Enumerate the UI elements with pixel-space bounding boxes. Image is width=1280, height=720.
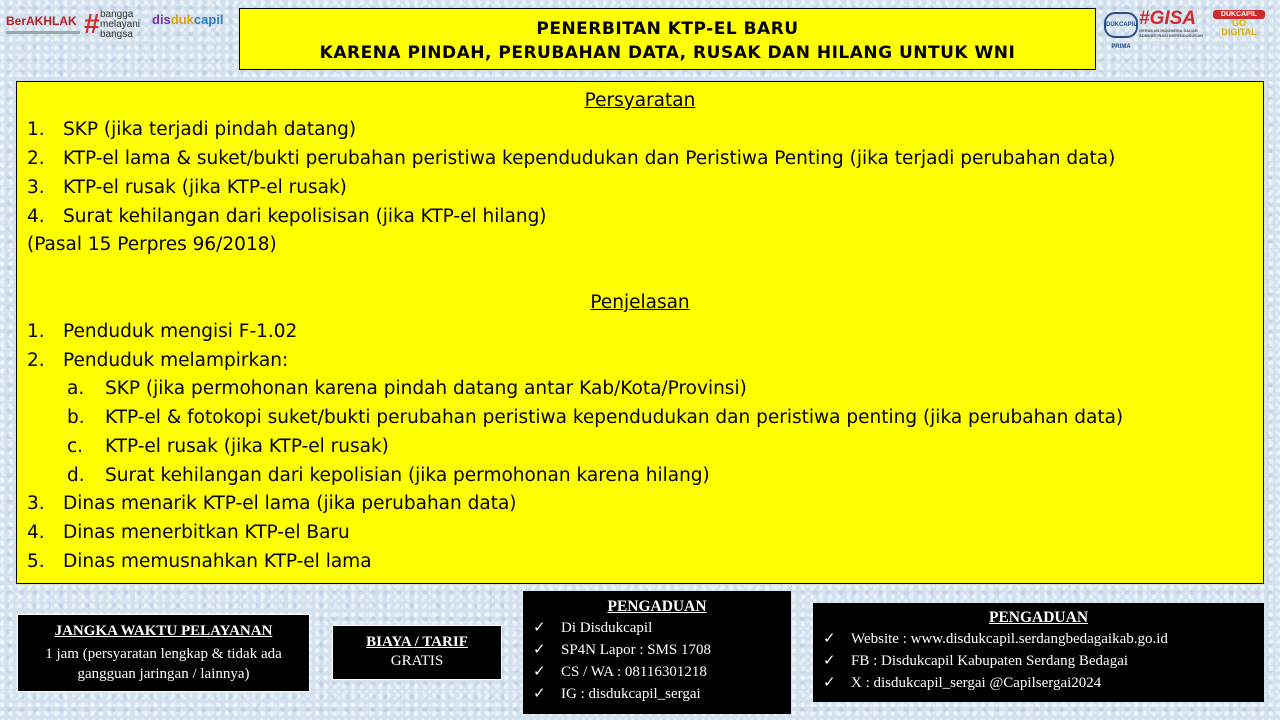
title-box — [239, 8, 1096, 70]
fee-value: GRATIS — [390, 653, 444, 669]
item-text: KTP-el rusak (jika KTP-el rusak) — [105, 436, 389, 457]
gisa-logo-text: #GISA — [1139, 8, 1197, 29]
berakhlak-logo-text: BerAKHLAK — [6, 14, 77, 28]
check-icon: ✓ — [823, 675, 836, 691]
item-text: KTP-el lama & suket/bukti perubahan peristiwa kependudukan dan Peristiwa Penting (jika terjadi perubahan data) — [63, 148, 1116, 169]
check-icon: ✓ — [533, 642, 546, 658]
item-number: 4. — [27, 206, 45, 227]
item-text: Surat kehilangan dari kepolisisan (jika KTP-el hilang) — [63, 206, 547, 227]
item-text: KTP-el rusak (jika KTP-el rusak) — [63, 177, 347, 198]
complaint-text: FB : Disdukcapil Kabupaten Serdang Bedagai — [851, 653, 1129, 669]
complaint-text: SP4N Lapor : SMS 1708 — [561, 642, 712, 658]
list-item — [27, 350, 288, 371]
complaint-box-online — [813, 603, 1264, 702]
item-letter: b. — [67, 407, 85, 428]
service-time-text: 1 jam (persyaratan lengkap & tidak ada gangguan jaringan / lainnya) — [45, 646, 282, 682]
logo-word: bangga — [100, 9, 134, 20]
legal-reference: (Pasal 15 Perpres 96/2018) — [27, 234, 277, 255]
gisa-logo — [1139, 8, 1209, 38]
item-number: 1. — [27, 321, 45, 342]
berakhlak-logo-underline — [6, 31, 80, 34]
check-icon: ✓ — [823, 631, 836, 647]
check-icon: ✓ — [533, 664, 546, 680]
complaint-item — [533, 661, 791, 683]
complaint-heading: PENGADUAN — [607, 598, 707, 615]
berakhlak-logo — [6, 14, 80, 34]
complaint-item — [533, 683, 791, 705]
item-number: 2. — [27, 350, 45, 371]
list-item — [27, 522, 350, 543]
page-title: PENERBITAN KTP-EL BARU — [536, 19, 799, 39]
fee-heading: BIAYA / TARIF — [366, 634, 468, 650]
item-number: 5. — [27, 551, 45, 572]
item-number: 1. — [27, 119, 45, 140]
service-time-box — [17, 614, 310, 692]
complaint-text: Di Disdukcapil — [561, 620, 653, 636]
complaint-item — [823, 650, 1264, 672]
logo-part: dis — [152, 12, 171, 27]
item-text: Dinas menarik KTP-el lama (jika perubahan data) — [63, 493, 517, 514]
item-text: SKP (jika permohonan karena pindah datang antar Kab/Kota/Provinsi) — [105, 378, 747, 399]
list-item — [27, 493, 517, 514]
sub-list-item — [67, 436, 389, 457]
item-text: Dinas menerbitkan KTP-el Baru — [63, 522, 350, 543]
dukcapil-prima-logo — [1104, 12, 1138, 50]
logo-part: GO — [1231, 18, 1246, 28]
dukcapil-go-digital-logo — [1213, 10, 1265, 37]
logo-part: capil — [193, 12, 224, 27]
item-text: Penduduk mengisi F-1.02 — [63, 321, 298, 342]
item-letter: d. — [67, 465, 85, 486]
item-number: 3. — [27, 493, 45, 514]
item-number: 2. — [27, 148, 45, 169]
prima-logo-text: DUKCAPIL PRIMA — [1106, 22, 1137, 50]
complaint-box-offline — [523, 591, 791, 714]
hash-icon: # — [84, 8, 100, 39]
logo-part: DIGITAL — [1221, 27, 1257, 37]
complaint-item — [533, 639, 791, 661]
complaint-item — [823, 672, 1264, 694]
item-text: KTP-el & fotokopi suket/bukti perubahan peristiwa kependudukan dan peristiwa penting (jika perubahan data) — [105, 407, 1124, 428]
disdukcapil-logo — [152, 12, 224, 27]
list-item — [27, 321, 297, 342]
item-number: 4. — [27, 522, 45, 543]
list-item — [27, 206, 547, 227]
check-icon: ✓ — [533, 620, 546, 636]
list-item — [27, 177, 347, 198]
content-box — [16, 81, 1264, 584]
logo-part: duk — [170, 12, 194, 27]
sub-list-item — [67, 465, 710, 486]
sub-list-item — [67, 378, 747, 399]
complaint-text: IG : disdukcapil_sergai — [561, 686, 701, 702]
item-letter: c. — [67, 436, 84, 457]
sub-list-item — [67, 407, 1123, 428]
penjelasan-heading: Penjelasan — [590, 292, 690, 313]
complaint-item — [823, 628, 1264, 650]
gisa-logo-tagline: GERAKAN INDONESIA SADAR ADMINISTRASI KEPENDUDUKAN — [1139, 28, 1204, 38]
complaint-heading: PENGADUAN — [988, 609, 1089, 626]
complaint-text: X : disdukcapil_sergai @Capilsergai2024 — [851, 675, 1102, 691]
check-icon: ✓ — [823, 653, 836, 669]
item-text: Surat kehilangan dari kepolisian (jika permohonan karena hilang) — [105, 465, 710, 486]
logo-part: DUKCAPIL — [1213, 10, 1265, 19]
complaint-text: CS / WA : 08116301218 — [561, 664, 707, 680]
complaint-item — [533, 617, 791, 639]
list-item — [27, 551, 372, 572]
item-letter: a. — [67, 378, 85, 399]
fee-box — [332, 625, 502, 680]
item-text: Dinas memusnahkan KTP-el lama — [63, 551, 372, 572]
list-item — [27, 119, 356, 140]
list-item — [27, 148, 1115, 169]
bangga-melayani-bangsa-logo — [86, 10, 140, 40]
complaint-text: Website : www.disdukcapil.serdangbedagaikab.go.id — [851, 631, 1168, 647]
item-number: 3. — [27, 177, 45, 198]
logo-word: bangsa — [100, 29, 133, 40]
item-text: Penduduk melampirkan: — [63, 350, 289, 371]
logo-word: melayani — [100, 19, 141, 30]
page-subtitle: KARENA PINDAH, PERUBAHAN DATA, RUSAK DAN HILANG UNTUK WNI — [319, 43, 1016, 63]
item-text: SKP (jika terjadi pindah datang) — [63, 119, 357, 140]
check-icon: ✓ — [533, 686, 546, 702]
service-time-heading: JANGKA WAKTU PELAYANAN — [54, 623, 273, 639]
persyaratan-heading: Persyaratan — [584, 90, 696, 111]
